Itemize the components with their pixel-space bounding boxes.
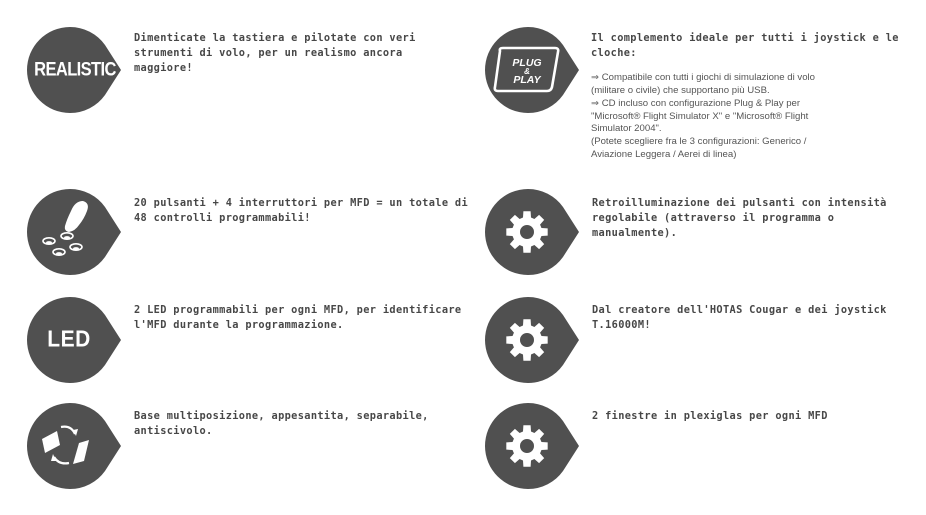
detail-configurations: (Potete scegliere fra le 3 configurazioni: Generico / Aviazione Leggera / Aerei di linea) [591,135,807,160]
finger-pressing-buttons-icon [27,189,133,275]
feature-title: 20 pulsanti + 4 interruttori per MFD = un totale di 48 controlli programmabili! [134,197,469,224]
feature-title: Base multiposizione, appesantita, separabile, antiscivolo. [134,410,429,437]
feature-title: Dal creatore dell'HOTAS Cougar e dei joystick T.16000M! [592,304,887,331]
feature-title: Dimenticate la tastiera e pilotate con veri strumenti di volo, per un realismo ancora maggiore! [134,32,416,74]
realistic-badge-label: REALISTIC [34,59,116,80]
led-badge-label: LED [47,326,91,353]
led-badge [27,297,133,383]
feature-title: Retroilluminazione dei pulsanti con intensità regolabile (attraverso il programma o manualmente). [592,197,887,239]
rotate-panels-icon [27,403,133,489]
detail-cd-included: ⇒ CD incluso con configurazione Plug & Play per "Microsoft® Flight Simulator X" e "Microsoft® Flight Simulator 2004". [591,98,809,135]
feature-title: 2 finestre in plexiglas per ogni MFD [592,410,828,422]
gear-icon [485,189,591,275]
plug-and-play-badge [485,27,591,113]
realistic-badge [27,27,133,113]
play-label: PLAY [513,73,541,86]
feature-details [591,72,846,161]
detail-compatibility: ⇒ Compatibile con tutti i giochi di simulazione di volo (militare o civile) che supportano più USB. [591,72,816,96]
gear-icon [485,403,591,489]
feature-title: 2 LED programmabili per ogni MFD, per identificare l'MFD durante la programmazione. [134,304,462,331]
plug-label: PLUG [512,56,542,69]
plug-and-play-badge-label [484,28,570,114]
gear-icon [485,297,591,383]
ampersand-label: & [524,66,530,76]
feature-title: Il complemento ideale per tutti i joystick e le cloche: [591,32,899,59]
